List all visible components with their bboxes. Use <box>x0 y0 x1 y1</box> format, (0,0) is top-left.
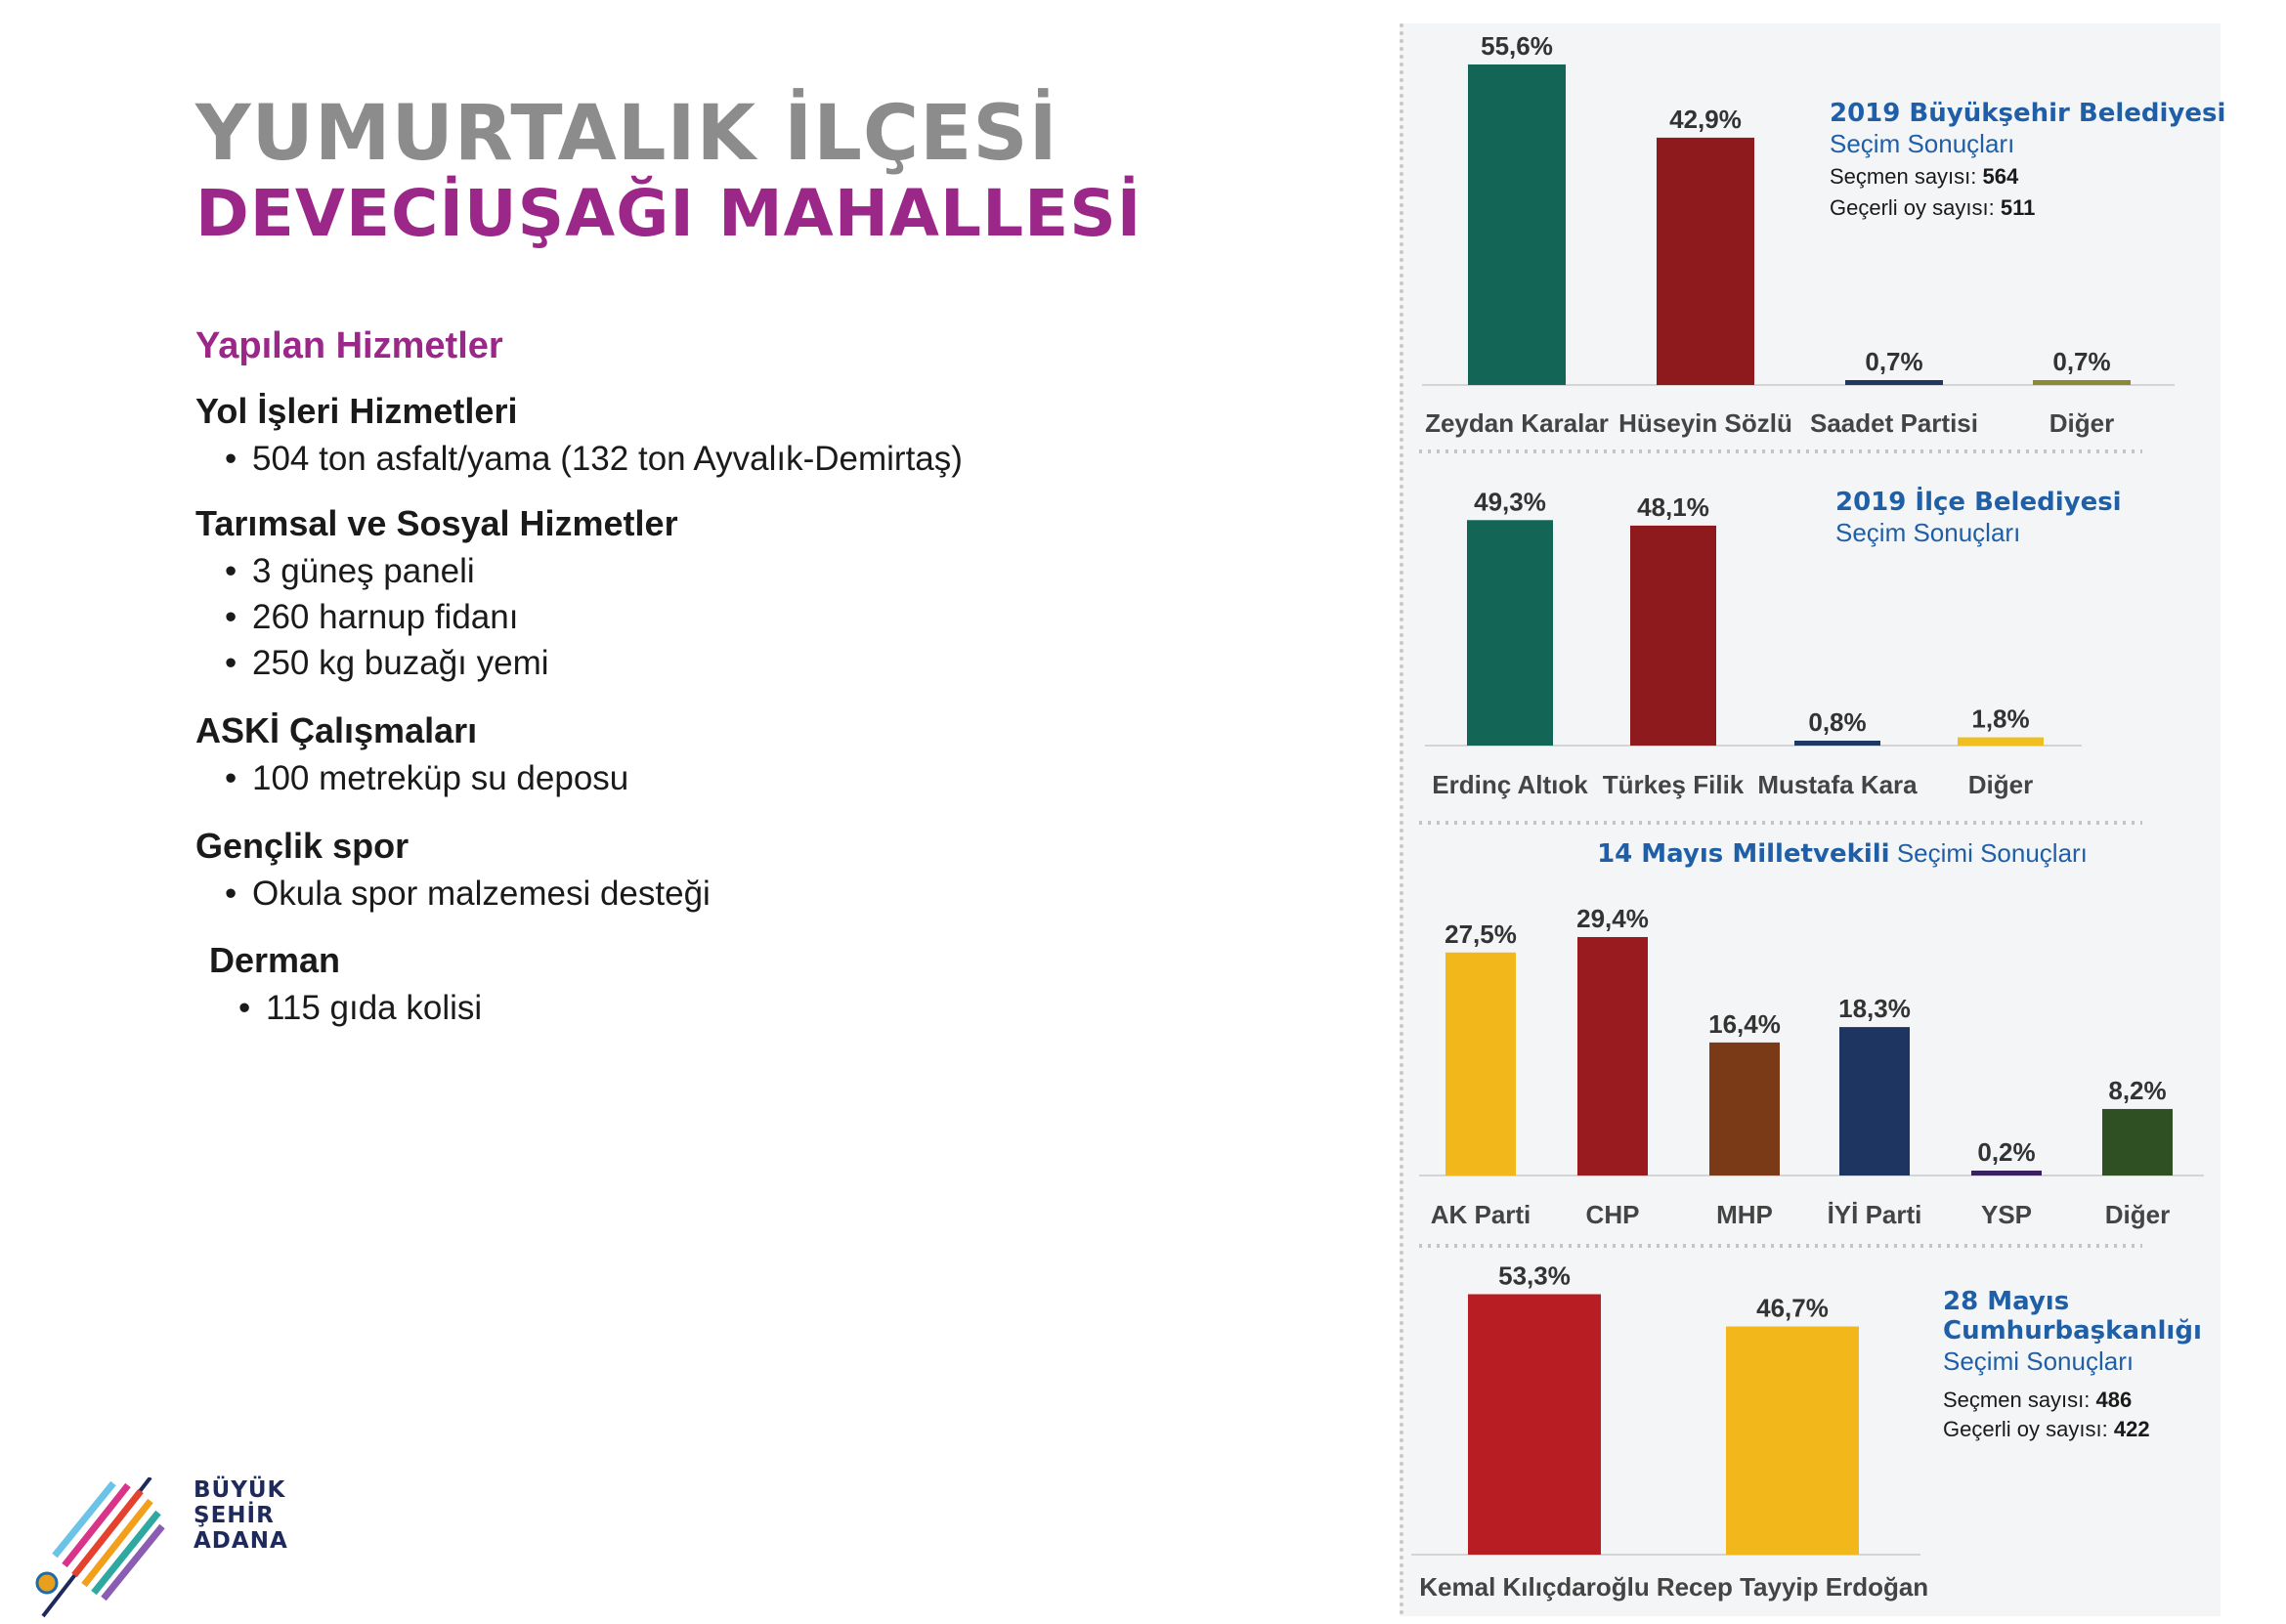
section-title-agri: Tarımsal ve Sosyal Hizmetler <box>195 503 678 543</box>
chart-info-line: Geçerli oy sayısı: 422 <box>1943 1417 2150 1441</box>
chart-title-line2: Cumhurbaşkanlığı <box>1943 1316 2202 1346</box>
bar-4 <box>1958 738 2044 746</box>
data-label: 29,4% <box>1576 903 1649 933</box>
list-item: • 504 ton asfalt/yama (132 ton Ayvalık-Demirtaş) <box>225 440 963 478</box>
neighbourhood-title: DEVECİUŞAĞI MAHALLESİ <box>195 176 1143 251</box>
list-item: • 260 harnup fidanı <box>225 598 519 636</box>
bullet-icon: • <box>238 989 251 1027</box>
list-item: • 3 güneş paneli <box>225 552 475 590</box>
bar-1 <box>1468 1295 1601 1556</box>
category-label: CHP <box>1585 1200 1640 1229</box>
category-label: Diğer <box>2049 408 2115 438</box>
section-title-sport: Gençlik spor <box>195 826 410 866</box>
data-label: 53,3% <box>1498 1261 1571 1291</box>
list-item: • Okula spor malzemesi desteği <box>225 875 711 913</box>
data-label: 42,9% <box>1669 104 1742 134</box>
bullet-icon: • <box>225 552 237 590</box>
bar-3 <box>1794 741 1880 746</box>
data-label: 0,7% <box>2052 347 2111 376</box>
category-label: Kemal Kılıçdaroğlu <box>1419 1572 1650 1602</box>
data-label: 0,7% <box>1865 347 1923 376</box>
data-label: 55,6% <box>1481 30 1553 61</box>
chart-subtitle: Seçim Sonuçları <box>1830 129 2015 158</box>
chart-subtitle: Seçim Sonuçları <box>1835 518 2021 547</box>
category-label: Türkeş Filik <box>1602 770 1745 799</box>
category-label: İYİ Parti <box>1827 1200 1922 1229</box>
category-label: YSP <box>1980 1200 2033 1229</box>
chart-info-line: Seçmen sayısı: 486 <box>1943 1388 2133 1412</box>
bullet-icon: • <box>225 759 237 797</box>
data-label: 46,7% <box>1756 1293 1829 1323</box>
category-label: Erdinç Altıok <box>1432 770 1588 799</box>
logo-text-line2: ŞEHİR <box>194 1503 275 1528</box>
data-label: 8,2% <box>2108 1075 2167 1105</box>
chart-info-line: Geçerli oy sayısı: 511 <box>1830 195 2036 220</box>
category-label: Saadet Partisi <box>1810 408 1978 438</box>
category-label: AK Parti <box>1430 1200 1531 1229</box>
bar-1 <box>1468 64 1566 385</box>
bar-1 <box>1467 520 1553 746</box>
chart-title: 2019 İlçe Belediyesi <box>1835 488 2122 517</box>
section-title-aski: ASKİ Çalışmaları <box>195 710 478 750</box>
bullet-icon: • <box>225 440 237 478</box>
chart-title: 2019 Büyükşehir Belediyesi <box>1830 99 2226 128</box>
district-title: YUMURTALIK İLÇESİ <box>195 90 1058 178</box>
bar-1 <box>1445 953 1516 1175</box>
data-label: 1,8% <box>1971 704 2030 734</box>
chart-subtitle: Seçimi Sonuçları <box>1943 1346 2135 1376</box>
chart-info-line: Seçmen sayısı: 564 <box>1830 164 2019 189</box>
section-title-derman: Derman <box>209 940 341 980</box>
data-label: 48,1% <box>1637 491 1709 522</box>
chart-title-line1: 28 Mayıs <box>1943 1287 2070 1316</box>
list-item: • 115 gıda kolisi <box>238 989 483 1027</box>
bar-3 <box>1709 1043 1780 1175</box>
bar-2 <box>1577 937 1648 1175</box>
logo-text-line1: BÜYÜK <box>194 1477 286 1503</box>
data-label: 0,8% <box>1808 707 1867 737</box>
category-label: Recep Tayyip Erdoğan <box>1656 1572 1929 1602</box>
category-label: Diğer <box>2104 1200 2171 1229</box>
bullet-icon: • <box>225 875 237 913</box>
bar-4 <box>1839 1027 1910 1175</box>
data-label: 0,2% <box>1977 1137 2036 1167</box>
bar-2 <box>1630 526 1716 746</box>
bullet-icon: • <box>225 598 237 636</box>
bar-3 <box>1845 380 1943 385</box>
bar-2 <box>1726 1327 1859 1556</box>
bar-4 <box>2033 380 2131 385</box>
bar-2 <box>1657 138 1754 385</box>
section-title-road: Yol İşleri Hizmetleri <box>195 391 518 431</box>
list-item: • 250 kg buzağı yemi <box>225 644 549 682</box>
bar-6 <box>2102 1109 2173 1175</box>
bullet-icon: • <box>225 644 237 682</box>
bar-5 <box>1971 1171 2042 1175</box>
data-label: 18,3% <box>1838 994 1911 1024</box>
category-label: Zeydan Karalar <box>1425 408 1609 438</box>
data-label: 49,3% <box>1474 487 1546 517</box>
data-label: 27,5% <box>1445 919 1517 949</box>
category-label: Diğer <box>1967 770 2034 799</box>
category-label: MHP <box>1716 1200 1773 1229</box>
category-label: Mustafa Kara <box>1757 770 1918 799</box>
data-label: 16,4% <box>1708 1008 1781 1039</box>
list-item: • 100 metreküp su deposu <box>225 759 629 797</box>
category-label: Hüseyin Sözlü <box>1618 408 1792 438</box>
chart-title: 14 Mayıs Milletvekili Seçimi Sonuçları <box>1597 838 2088 869</box>
logo-text-line3: ADANA <box>194 1528 288 1554</box>
services-heading: Yapılan Hizmetler <box>195 325 503 366</box>
